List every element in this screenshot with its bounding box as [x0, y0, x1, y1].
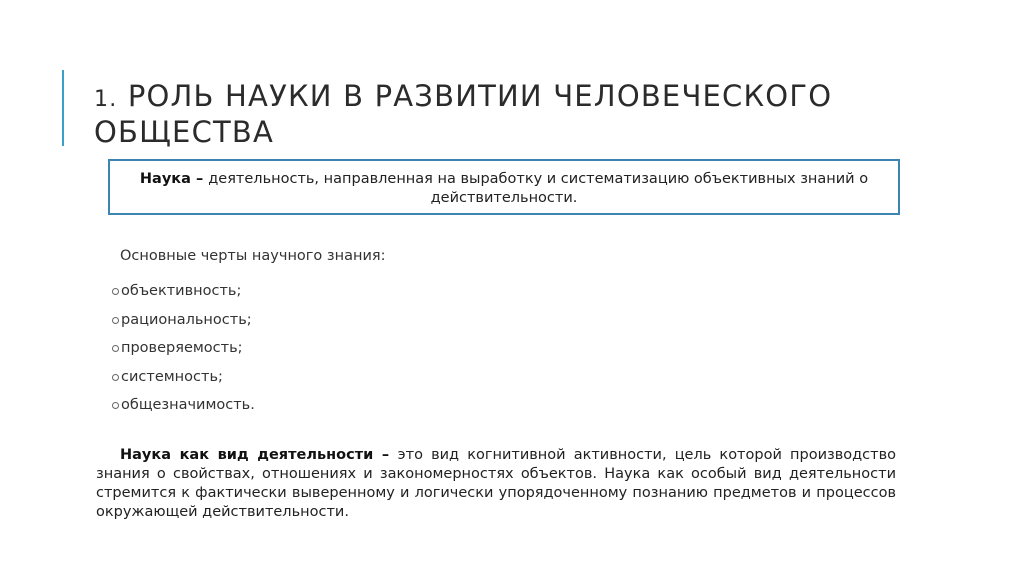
list-item-text: проверяемость;: [121, 340, 243, 356]
bullet-circle-icon: [112, 317, 119, 324]
definition-term: Наука: [139, 171, 191, 187]
list-item-text: рациональность;: [121, 311, 252, 328]
slide-title: [94, 80, 954, 148]
definition-dash: –: [190, 171, 209, 187]
title-number: 1.: [94, 87, 118, 112]
paragraph-dash: –: [373, 447, 398, 463]
features-heading: Основные черты научного знания:: [120, 248, 386, 264]
list-item-text: объективность;: [121, 283, 242, 299]
bullet-circle-icon: [112, 374, 119, 381]
bullet-circle-icon: [112, 345, 119, 352]
list-item: [112, 277, 255, 306]
title-text: РОЛЬ НАУКИ В РАЗВИТИИ ЧЕЛОВЕЧЕСКОГО ОБЩЕСТВА: [94, 79, 833, 149]
list-item-text: системность;: [121, 368, 223, 385]
definition-box: [108, 159, 900, 215]
features-list: [112, 277, 255, 420]
science-activity-paragraph: [96, 446, 896, 522]
title-accent-bar: [62, 70, 64, 146]
bullet-circle-icon: [112, 288, 119, 295]
paragraph-term: Наука как вид деятельности: [120, 447, 374, 463]
list-item: [112, 363, 255, 392]
paragraph-text: это вид когнитивной активности, цель которой производство знания о свойствах, отношениях и закономерностях объектов. Наука как особый вид деятельности стремится к фактически выверенному и логически упорядоченному познанию предметов и процессов окружающей действительности.: [96, 447, 896, 520]
list-item-text: общезначимость.: [121, 397, 255, 413]
list-item: [112, 391, 255, 420]
list-item: [112, 306, 255, 335]
bullet-circle-icon: [112, 402, 119, 409]
definition-text: деятельность, направленная на выработку и систематизацию объективных знаний о действительности.: [208, 171, 869, 206]
list-item: [112, 334, 255, 363]
